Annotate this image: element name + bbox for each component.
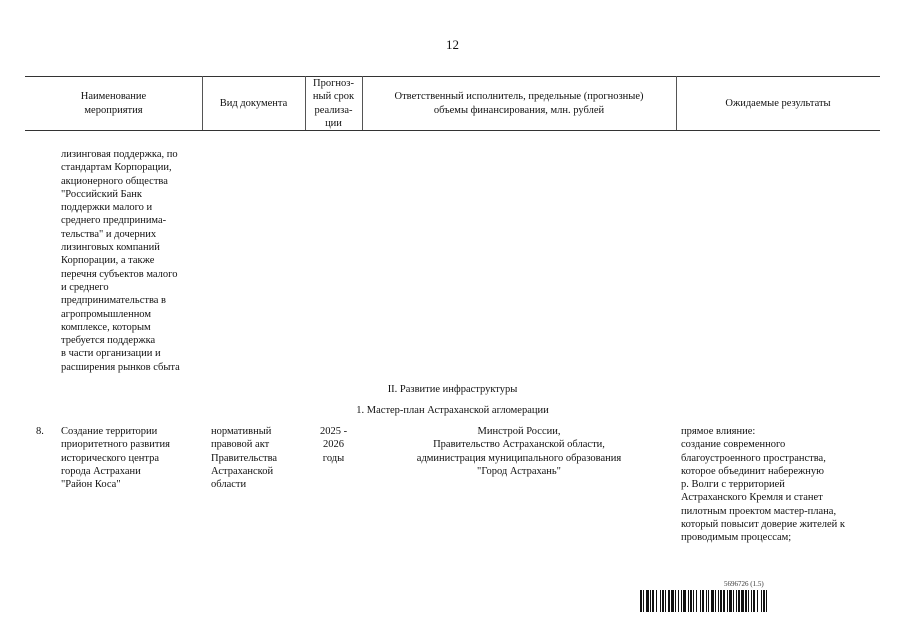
row-expected-results: прямое влияние: создание современного благоустроенного пространства, которое объединит набережную р. Волги с территорией Астраханского Кремля и станет пилотным проектом мастер-плана, который повысит доверие жителей к проводимым процессам; (681, 426, 845, 544)
barcode-icon (640, 590, 880, 612)
row-document-type: нормативный правовой акт Правительства Астраханской области (211, 426, 278, 491)
row-event-name: Создание территории приоритетного развития исторического центра города Астрахани "Район Коса" (61, 426, 170, 491)
header-expected-results: Ожидаемые результаты (725, 97, 831, 109)
header-document-type: Вид документа (219, 97, 288, 109)
page-number: 12 (446, 37, 459, 52)
header-event-name: Наименование мероприятия (80, 91, 147, 116)
row-executor: Минстрой России, Правительство Астраханской области, администрация муниципального образования "Город Астрахань" (416, 426, 622, 477)
continued-event-text: лизинговая поддержка, по стандартам Корпорации, акционерного общества "Российский Банк поддержки малого и среднего предпринима- тельства" и дочерних лизинговых компаний Корпорации, а также перечня субъектов малого и среднего предпринимательства в агропромышленном комплексе, которым требуется поддержка в части организации и расширения рынков сбыта (61, 149, 180, 373)
subsection-title: 1. Мастер-план Астраханской агломерации (356, 405, 549, 416)
header-term: Прогноз- ный срок реализа- ции (312, 77, 355, 129)
section-title: II. Развитие инфраструктуры (387, 384, 518, 395)
row-term: 2025 - 2026 годы (319, 426, 348, 464)
row-number: 8. (36, 426, 44, 437)
barcode-number: 5696726 (1.5) (724, 580, 764, 588)
header-executor-funding: Ответственный исполнитель, предельные (прогнозные) объемы финансирования, млн. рублей (394, 91, 644, 116)
